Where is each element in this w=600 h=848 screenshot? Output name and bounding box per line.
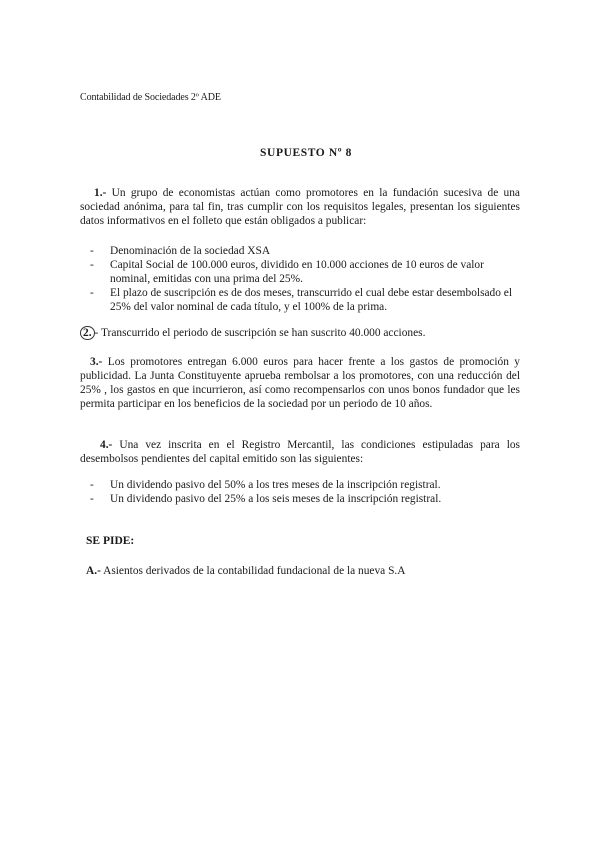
paragraph-2-text: - Transcurrido el periodo de suscripción se han suscrito 40.000 acciones. xyxy=(94,327,426,339)
task-a xyxy=(86,565,406,577)
paragraph-2 xyxy=(80,326,520,340)
paragraph-4-text: Una vez inscrita en el Registro Mercantil, las condiciones estipuladas para los desembolsos pendientes del capital emitido son las siguientes: xyxy=(80,439,520,465)
paragraph-2-number: 2. xyxy=(80,326,95,340)
task-a-text: Asientos derivados de la contabilidad fundacional de la nueva S.A xyxy=(100,565,406,577)
paragraph-3-number: 3.- xyxy=(90,356,103,368)
paragraph-4-number: 4.- xyxy=(100,439,113,451)
exercise-title: SUPUESTO Nº 8 xyxy=(260,147,352,159)
list-item: - El plazo de suscripción es de dos meses, transcurrido el cual debe estar desembolsado el 25% del valor nominal de cada título, y el 100% de la prima. xyxy=(88,286,520,314)
paragraph-1-number: 1.- xyxy=(94,187,107,199)
paragraph-4 xyxy=(80,438,520,466)
paragraph-1 xyxy=(80,186,520,228)
paragraph-3 xyxy=(80,355,520,411)
prospectus-list xyxy=(88,244,520,314)
paragraph-1-text: Un grupo de economistas actúan como promotores en la fundación sucesiva de una sociedad anónima, para tal fin, tras cumplir con los requisitos legales, presentan los siguientes datos informativos en el folleto que están obligados a publicar: xyxy=(80,187,520,227)
task-a-label: A.- xyxy=(86,565,101,577)
list-item: - Un dividendo pasivo del 50% a los tres meses de la inscripción registral. xyxy=(88,478,520,492)
se-pide-heading: SE PIDE: xyxy=(86,535,135,547)
list-item: - Denominación de la sociedad XSA xyxy=(88,244,520,258)
list-item: - Capital Social de 100.000 euros, dividido en 10.000 acciones de 10 euros de valor nominal, emitidas con una prima del 25%. xyxy=(88,258,520,286)
document-header: Contabilidad de Sociedades 2º ADE xyxy=(80,92,221,103)
dividend-list xyxy=(88,478,520,506)
paragraph-3-text: Los promotores entregan 6.000 euros para hacer frente a los gastos de promoción y publicidad. La Junta Constituyente aprueba rembolsar a los promotores, con una reducción del 25% , los gastos en que incurrieron, así como recompensarlos con unos bonos fundador que les permita participar en los beneficios de la sociedad por un periodo de 10 años. xyxy=(80,356,520,410)
list-item: - Un dividendo pasivo del 25% a los seis meses de la inscripción registral. xyxy=(88,492,520,506)
